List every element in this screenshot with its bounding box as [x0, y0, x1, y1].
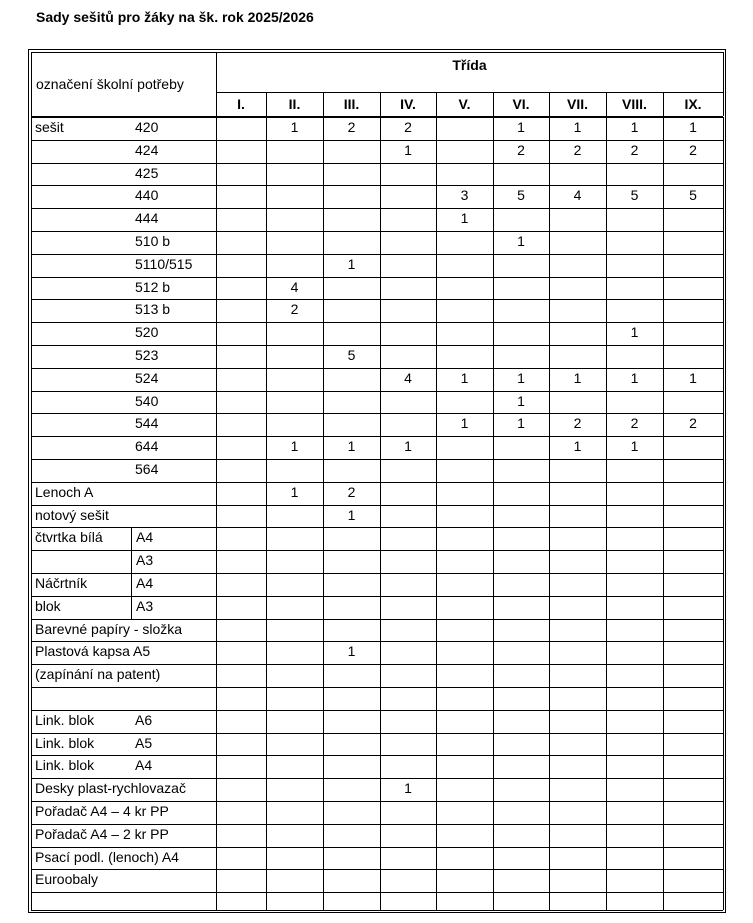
row-code: A4: [135, 757, 153, 773]
row-label: Link. blok: [35, 735, 95, 751]
row-line: [31, 413, 723, 414]
page-title: Sady sešitů pro žáky na šk. rok 2025/2026: [36, 9, 314, 25]
column-line: [31, 117, 32, 910]
row-line: [31, 163, 723, 164]
row-line: [31, 892, 723, 893]
cell-value: 2: [347, 119, 356, 135]
row-line: [31, 140, 723, 141]
row-line: [31, 345, 723, 346]
row-code: 513 b: [135, 301, 171, 317]
row-code: 564: [135, 461, 159, 477]
row-line: [31, 391, 723, 392]
cell-value: 2: [347, 484, 356, 500]
cell-value: 1: [517, 370, 525, 386]
cell-value: 1: [517, 415, 525, 431]
row-code: 540: [135, 393, 159, 409]
row-code: 420: [135, 119, 159, 135]
cell-value: 1: [630, 438, 639, 454]
header-left-line: [31, 52, 32, 116]
row-code: 440: [135, 187, 159, 203]
row-label: Euroobaly: [35, 871, 99, 887]
class-header: III.: [343, 96, 360, 112]
row-code: 510 b: [135, 233, 171, 249]
column-line: [549, 117, 550, 910]
cell-value: 1: [573, 119, 582, 135]
cell-value: 2: [573, 142, 582, 158]
cell-value: 3: [460, 187, 469, 203]
row-label: Link. blok: [35, 712, 95, 728]
class-header: VIII.: [622, 96, 647, 112]
row-label: čtvrtka bílá: [35, 529, 103, 545]
header-class-divider: [436, 92, 437, 116]
cell-value: 4: [404, 370, 412, 386]
row-label: Barevné papíry - složka: [35, 621, 183, 637]
header-class-divider: [493, 92, 494, 116]
cell-value: 1: [573, 438, 582, 454]
cell-value: 1: [290, 119, 299, 135]
row-label: Psací podl. (lenoch) A4: [35, 849, 179, 865]
cell-value: 1: [347, 438, 356, 454]
cell-value: 1: [460, 370, 469, 386]
row-line: [31, 436, 723, 437]
row-line: [31, 910, 723, 911]
row-label: (zapínání na patent): [35, 666, 161, 682]
cell-value: 1: [460, 210, 469, 226]
row-code: A5: [135, 735, 153, 751]
row-line: [31, 687, 723, 688]
row-code: 544: [135, 415, 159, 431]
row-code: 5110/515: [135, 256, 193, 272]
row-line: [31, 641, 723, 642]
cell-value: 1: [630, 324, 639, 340]
row-label: Link. blok: [35, 757, 95, 773]
row-line: [31, 869, 723, 870]
cell-value: 1: [347, 643, 356, 659]
row-label: Plastová kapsa A5: [35, 643, 151, 659]
row-line: [31, 231, 723, 232]
row-line: [31, 596, 723, 597]
row-line: [31, 185, 723, 186]
class-header: IX.: [684, 96, 702, 112]
row-code: 444: [135, 210, 159, 226]
class-header: VI.: [512, 96, 530, 112]
row-line: [31, 208, 723, 209]
row-code: 425: [135, 165, 159, 181]
row-code: A3: [136, 598, 154, 614]
row-line: [31, 550, 723, 551]
header-class-divider: [323, 92, 324, 116]
cell-value: 5: [689, 187, 697, 203]
cell-value: 1: [573, 370, 582, 386]
cell-value: 2: [517, 142, 525, 158]
row-code: A3: [136, 552, 154, 568]
cell-value: 2: [404, 119, 412, 135]
row-code: A6: [135, 712, 153, 728]
cell-value: 2: [573, 415, 582, 431]
row-label: Desky plast-rychlovazač: [35, 780, 186, 796]
header-split-line: [216, 92, 723, 93]
row-line: [31, 299, 723, 300]
size-subdivider: [131, 527, 132, 619]
cell-value: 5: [347, 347, 356, 363]
row-label: notový sešit: [35, 507, 109, 523]
row-label: blok: [35, 598, 61, 614]
cell-value: 4: [290, 279, 299, 295]
cell-value: 1: [517, 119, 525, 135]
row-line: [31, 322, 723, 323]
row-line: [31, 755, 723, 756]
class-group-header: Třída: [452, 57, 487, 73]
row-code: A4: [136, 529, 154, 545]
row-code: 424: [135, 142, 159, 158]
class-header: II.: [288, 96, 301, 112]
cell-value: 1: [290, 484, 299, 500]
cell-value: 1: [404, 142, 412, 158]
row-label: Lenoch A: [35, 484, 94, 500]
cell-value: 2: [630, 415, 639, 431]
cell-value: 1: [689, 370, 697, 386]
row-code: 524: [135, 370, 159, 386]
column-line: [266, 117, 267, 910]
cell-value: 2: [630, 142, 639, 158]
header-class-divider: [663, 92, 664, 116]
row-line: [31, 482, 723, 483]
cell-value: 5: [630, 187, 639, 203]
row-code: 523: [135, 347, 159, 363]
row-line: [31, 619, 723, 620]
class-header: IV.: [400, 96, 416, 112]
cell-value: 1: [347, 507, 356, 523]
cell-value: 1: [689, 119, 697, 135]
row-code: A4: [136, 575, 154, 591]
row-line: [31, 710, 723, 711]
header-class-divider: [380, 92, 381, 116]
cell-value: 2: [689, 415, 697, 431]
class-header: I.: [237, 96, 245, 112]
cell-value: 1: [517, 233, 525, 249]
column-line: [723, 117, 724, 910]
row-label: Pořadač A4 – 2 kr PP: [35, 826, 169, 842]
cell-value: 1: [290, 438, 299, 454]
row-label: Náčrtník: [35, 575, 88, 591]
cell-value: 5: [517, 187, 525, 203]
column-line: [380, 117, 381, 910]
row-line: [31, 824, 723, 825]
row-line: [31, 117, 723, 118]
row-line: [31, 277, 723, 278]
header-class-divider: [266, 92, 267, 116]
header-label-divider: [216, 52, 217, 116]
column-line: [663, 117, 664, 910]
cell-value: 2: [689, 142, 697, 158]
item-label-header: označení školní potřeby: [36, 76, 184, 92]
row-line: [31, 368, 723, 369]
row-code: 644: [135, 438, 159, 454]
cell-value: 1: [347, 256, 356, 272]
column-line: [216, 117, 217, 910]
row-line: [31, 527, 723, 528]
row-code: 512 b: [135, 279, 171, 295]
row-line: [31, 573, 723, 574]
row-line: [31, 664, 723, 665]
row-code: 520: [135, 324, 159, 340]
cell-value: 1: [630, 370, 639, 386]
row-line: [31, 801, 723, 802]
row-label: sešit: [35, 119, 64, 135]
header-top-line: [31, 52, 723, 53]
cell-value: 1: [630, 119, 639, 135]
row-line: [31, 847, 723, 848]
cell-value: 1: [517, 393, 525, 409]
column-line: [323, 117, 324, 910]
cell-value: 1: [404, 780, 412, 796]
row-line: [31, 733, 723, 734]
row-line: [31, 778, 723, 779]
cell-value: 2: [290, 301, 299, 317]
column-line: [493, 117, 494, 910]
row-label: Pořadač A4 – 4 kr PP: [35, 803, 169, 819]
cell-value: 1: [404, 438, 412, 454]
header-class-divider: [549, 92, 550, 116]
class-header: VII.: [566, 96, 589, 112]
row-line: [31, 459, 723, 460]
header-class-divider: [606, 92, 607, 116]
cell-value: 1: [460, 415, 469, 431]
header-right-line: [723, 52, 724, 116]
class-header: V.: [458, 96, 471, 112]
row-line: [31, 505, 723, 506]
row-line: [31, 254, 723, 255]
column-line: [606, 117, 607, 910]
cell-value: 4: [573, 187, 582, 203]
column-line: [436, 117, 437, 910]
